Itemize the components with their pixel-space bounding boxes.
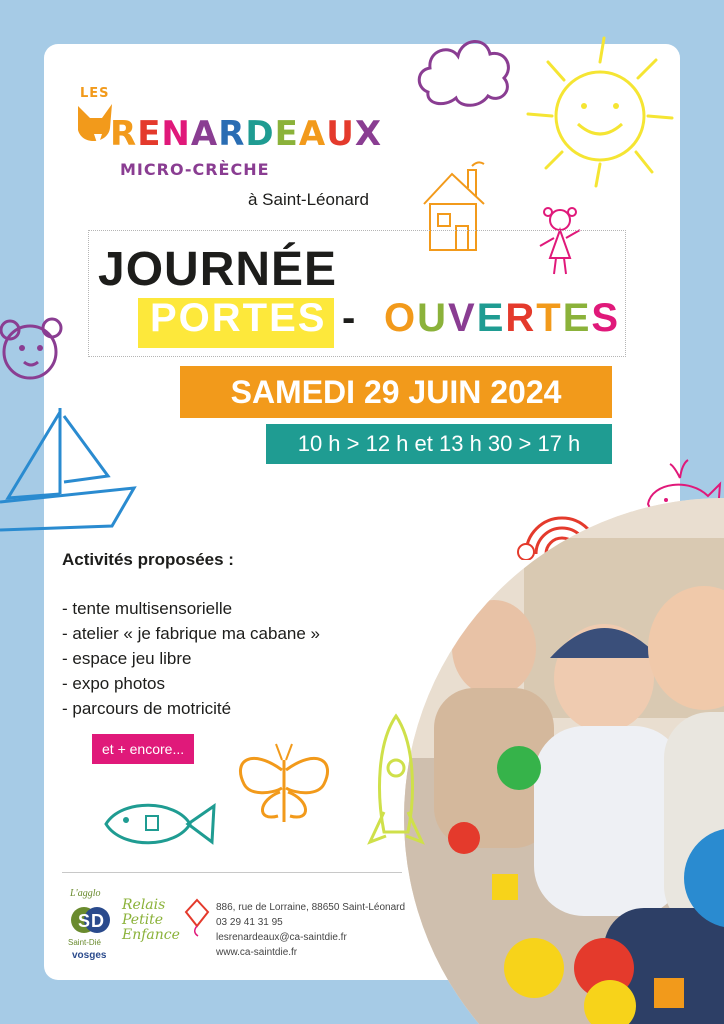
logo-name	[110, 114, 382, 154]
logo-name-letter: X	[354, 114, 383, 154]
logo-name-letter: E	[137, 114, 162, 154]
relais-logo-text: Relais Petite Enfance	[122, 897, 180, 943]
logo-name-letter: U	[326, 114, 355, 154]
rocket-doodle-icon	[366, 712, 430, 876]
logo-les: LES	[80, 86, 110, 101]
cloud-doodle-icon	[414, 28, 518, 114]
location-line: à Saint-Léonard	[248, 190, 369, 209]
sailboat-doodle-icon	[0, 402, 140, 534]
logo-name-letter: D	[245, 114, 275, 154]
agglo-logo-text: L'agglo	[70, 888, 101, 899]
logo-name-letter: A	[298, 114, 327, 154]
title-portes: PORTES	[150, 296, 327, 340]
ouvertes-letter: T	[536, 296, 563, 340]
logo-name-letter: R	[110, 114, 138, 154]
list-item: - atelier « je fabrique ma cabane »	[62, 624, 320, 643]
ouvertes-letter: V	[448, 296, 477, 340]
title-ouvertes	[384, 296, 620, 341]
logo-name-letter: N	[161, 114, 191, 154]
butterfly-doodle-icon	[232, 740, 338, 830]
logo-name-letter: E	[274, 114, 299, 154]
list-item: - espace jeu libre	[62, 649, 192, 668]
svg-text:D: D	[91, 911, 104, 931]
logo-subtitle: MICRO-CRÈCHE	[120, 160, 270, 179]
sun-doodle-icon	[520, 32, 680, 192]
contact-block	[216, 900, 405, 960]
title-dash: -	[342, 296, 356, 340]
contact-phone: 03 29 41 31 95	[216, 917, 283, 928]
logo-name-letter: A	[190, 114, 219, 154]
ouvertes-letter: O	[384, 296, 418, 340]
footer-divider	[62, 872, 402, 873]
kite-icon	[184, 898, 210, 938]
agglo-city: Saint-Dié	[68, 938, 101, 947]
event-date: SAMEDI 29 JUIN 2024	[180, 366, 612, 418]
svg-text:S: S	[78, 911, 91, 931]
activities-heading: Activités proposées :	[62, 550, 234, 569]
ouvertes-letter: R	[505, 296, 537, 340]
contact-website[interactable]: www.ca-saintdie.fr	[216, 947, 298, 958]
agglo-vosges: vosges	[72, 950, 107, 961]
logo-name-letter: R	[218, 114, 246, 154]
bear-doodle-icon	[0, 312, 74, 382]
list-item: - tente multisensorielle	[62, 599, 233, 618]
more-badge: et + encore...	[92, 734, 194, 764]
ouvertes-letter: E	[562, 296, 592, 340]
activities-list	[62, 596, 320, 721]
ouvertes-letter: U	[417, 296, 449, 340]
ouvertes-letter: S	[591, 296, 621, 340]
contact-email[interactable]: lesrenardeaux@ca-saintdie.fr	[216, 932, 347, 943]
fish-doodle-icon	[100, 796, 220, 852]
title-journee: JOURNÉE	[98, 243, 338, 296]
event-hours: 10 h > 12 h et 13 h 30 > 17 h	[266, 424, 612, 464]
ouvertes-letter: E	[476, 296, 506, 340]
list-item: - parcours de motricité	[62, 699, 232, 718]
contact-address: 886, rue de Lorraine, 88650 Saint-Léonard	[216, 902, 406, 913]
agglo-logo-icon	[70, 902, 110, 938]
list-item: - expo photos	[62, 674, 166, 693]
